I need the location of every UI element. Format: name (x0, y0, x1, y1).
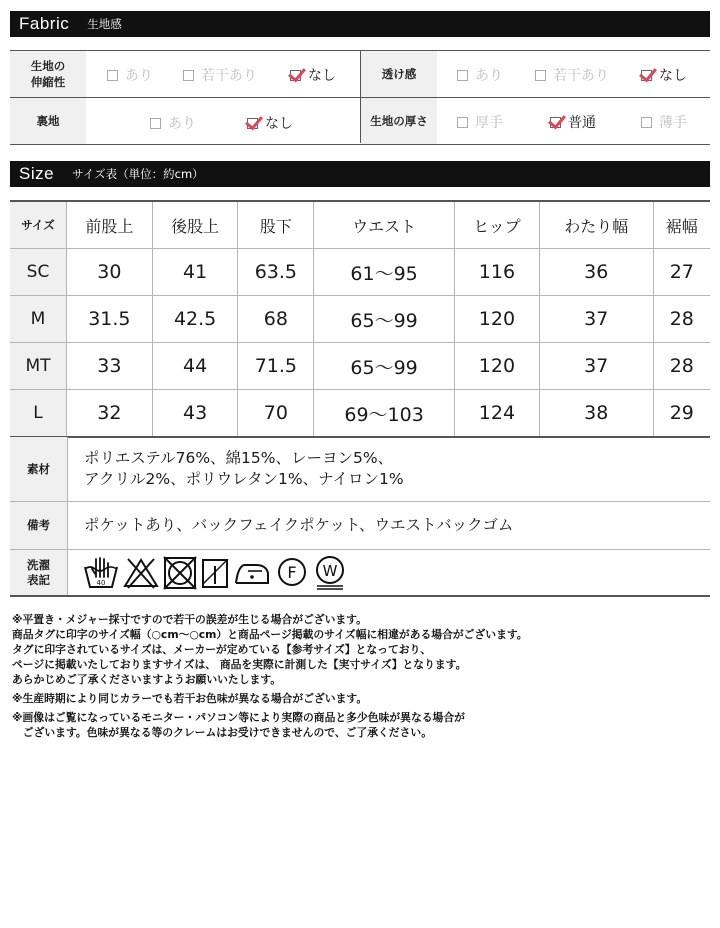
checkbox-icon (107, 70, 118, 81)
product-info (10, 437, 710, 597)
table-cell: 68 (238, 296, 314, 343)
sheer-option-slight[interactable] (535, 65, 609, 85)
checkmark-icon (548, 110, 566, 129)
table-cell: 43 (152, 390, 238, 438)
size-table (10, 200, 710, 438)
header-hip: ヒップ (454, 201, 539, 249)
table-cell: 41 (152, 249, 238, 296)
option-label: 若干あり (553, 68, 609, 84)
option-label: 薄手 (659, 115, 687, 131)
checkbox-icon (535, 70, 546, 81)
note-line: あらかじめご了承くださいますようお願いいたします。 (12, 673, 282, 686)
size-label: MT (10, 343, 67, 390)
material-label: 素材 (10, 437, 68, 501)
option-label: あり (475, 68, 503, 84)
fabric-title-en: Fabric (19, 14, 70, 33)
option-label: 厚手 (475, 115, 503, 131)
remarks-row (10, 502, 710, 550)
option-label: あり (125, 68, 153, 84)
note-line: ページに掲載いたしておりますサイズは、 商品を実際に計測した【実寸サイズ】となります。 (12, 658, 467, 671)
table-cell: 44 (152, 343, 238, 390)
checkmark-icon (245, 111, 263, 130)
table-cell: 69〜103 (314, 390, 455, 438)
table-cell: 31.5 (67, 296, 153, 343)
stretch-label-line1: 生地の (30, 59, 66, 73)
care-label-line2: 表記 (27, 572, 50, 587)
table-cell: 36 (539, 249, 653, 296)
table-cell: 27 (653, 249, 710, 296)
table-cell: 37 (539, 343, 653, 390)
table-cell: 37 (539, 296, 653, 343)
option-label: なし (265, 116, 293, 132)
no-bleach-icon (122, 555, 160, 591)
checkbox-checked-icon (247, 118, 258, 129)
header-front-rise: 前股上 (67, 201, 153, 249)
checkbox-icon (150, 118, 161, 129)
fabric-section-header (10, 11, 710, 37)
note-line: タグに印字されているサイズは、メーカーが定めている【参考サイズ】となっており、 (12, 643, 432, 656)
remarks-label: 備考 (10, 502, 68, 549)
header-waist: ウエスト (314, 201, 455, 249)
table-cell: 61〜95 (314, 249, 455, 296)
size-corner-label: サイズ (10, 201, 67, 249)
note-line: ※平置き・メジャー採寸ですので若干の誤差が生じる場合がございます。 (12, 613, 367, 626)
table-cell: 28 (653, 296, 710, 343)
table-row (10, 296, 710, 343)
note-line: 商品タグに印字のサイズ幅（○cm〜○cm）と商品ページ掲載のサイズ幅に相違がある場合がございます。 (12, 628, 528, 641)
checkbox-icon (457, 117, 468, 128)
dry-clean-letter: F (287, 562, 297, 582)
table-cell: 65〜99 (314, 296, 455, 343)
note-line: ございます。色味が異なる等のクレームはお受けできませんので、ご了承ください。 (12, 726, 432, 739)
care-row (10, 550, 710, 597)
size-label: SC (10, 249, 67, 296)
iron-low-icon (232, 555, 272, 591)
option-label: あり (168, 116, 196, 132)
no-tumble-dry-icon (162, 555, 198, 591)
table-cell: 42.5 (152, 296, 238, 343)
table-cell: 32 (67, 390, 153, 438)
table-cell: 120 (454, 296, 539, 343)
checkbox-checked-icon (550, 117, 561, 128)
hand-wash-temp: 40 (96, 578, 106, 587)
fabric-title-jp: 生地感 (87, 17, 122, 31)
checkbox-icon (457, 70, 468, 81)
stretch-label-line2: 伸縮性 (30, 75, 66, 89)
checkmark-icon (639, 63, 657, 82)
disclaimer-notes (12, 612, 528, 740)
header-back-rise: 後股上 (152, 201, 238, 249)
thickness-label: 生地の厚さ (361, 98, 437, 144)
stretch-option-none[interactable] (290, 65, 336, 85)
note-line: ※画像はご覧になっているモニター・パソコン等により実際の商品と多少色味が異なる場合が (12, 711, 465, 724)
remarks-value: ポケットあり、バックフェイクポケット、ウエストバックゴム (84, 516, 514, 534)
table-cell: 120 (454, 343, 539, 390)
stretch-option-slight[interactable] (183, 65, 257, 85)
thickness-option-normal[interactable] (550, 112, 596, 132)
checkmark-icon (288, 63, 306, 82)
sheer-option-none[interactable] (641, 65, 687, 85)
header-thigh: わたり幅 (539, 201, 653, 249)
sheer-option-yes[interactable] (457, 65, 503, 85)
table-cell: 116 (454, 249, 539, 296)
option-label: なし (659, 68, 687, 84)
stretch-label (10, 51, 86, 97)
thickness-option-thick[interactable] (457, 112, 503, 132)
note-line: ※生産時期により同じカラーでも若干お色味が異なる場合がございます。 (12, 692, 368, 705)
checkbox-checked-icon (641, 70, 652, 81)
table-cell: 30 (67, 249, 153, 296)
table-cell: 29 (653, 390, 710, 438)
header-inseam: 股下 (238, 201, 314, 249)
checkbox-icon (641, 117, 652, 128)
fabric-divider (360, 50, 361, 143)
table-cell: 28 (653, 343, 710, 390)
care-label (10, 550, 68, 595)
size-label: M (10, 296, 67, 343)
material-value (68, 437, 710, 501)
line-dry-shade-icon (200, 555, 230, 591)
size-table-header-row (10, 201, 710, 249)
lining-option-none[interactable] (247, 113, 293, 133)
table-cell: 38 (539, 390, 653, 438)
table-row (10, 249, 710, 296)
hand-wash-icon (82, 555, 120, 591)
wet-clean-letter: W (322, 561, 338, 580)
table-cell: 63.5 (238, 249, 314, 296)
table-cell: 65〜99 (314, 343, 455, 390)
table-cell: 71.5 (238, 343, 314, 390)
size-title-en: Size (19, 164, 55, 183)
sheer-label: 透け感 (361, 51, 437, 97)
table-cell: 70 (238, 390, 314, 438)
stretch-option-yes[interactable] (107, 65, 153, 85)
table-cell: 124 (454, 390, 539, 438)
checkbox-icon (183, 70, 194, 81)
size-section-header (10, 161, 710, 187)
care-icons (68, 550, 350, 595)
lining-label: 裏地 (10, 98, 86, 144)
option-label: 若干あり (201, 68, 257, 84)
dry-clean-f-icon (274, 555, 310, 591)
checkbox-checked-icon (290, 70, 301, 81)
size-label: L (10, 390, 67, 438)
material-line-1: ポリエステル76%、綿15%、レーヨン5%、 (84, 449, 394, 467)
material-row (10, 437, 710, 502)
option-label: なし (308, 68, 336, 84)
table-cell: 33 (67, 343, 153, 390)
table-row (10, 343, 710, 390)
thickness-option-thin[interactable] (641, 112, 687, 132)
option-label: 普通 (568, 115, 596, 131)
material-line-2: アクリル2%、ポリウレタン1%、ナイロン1% (84, 470, 404, 488)
care-label-line1: 洗濯 (27, 557, 50, 572)
table-row (10, 390, 710, 438)
size-title-jp: サイズ表（単位：約cm） (72, 167, 204, 181)
lining-option-yes[interactable] (150, 113, 196, 133)
header-hem: 裾幅 (653, 201, 710, 249)
wet-clean-w-icon (312, 555, 348, 591)
